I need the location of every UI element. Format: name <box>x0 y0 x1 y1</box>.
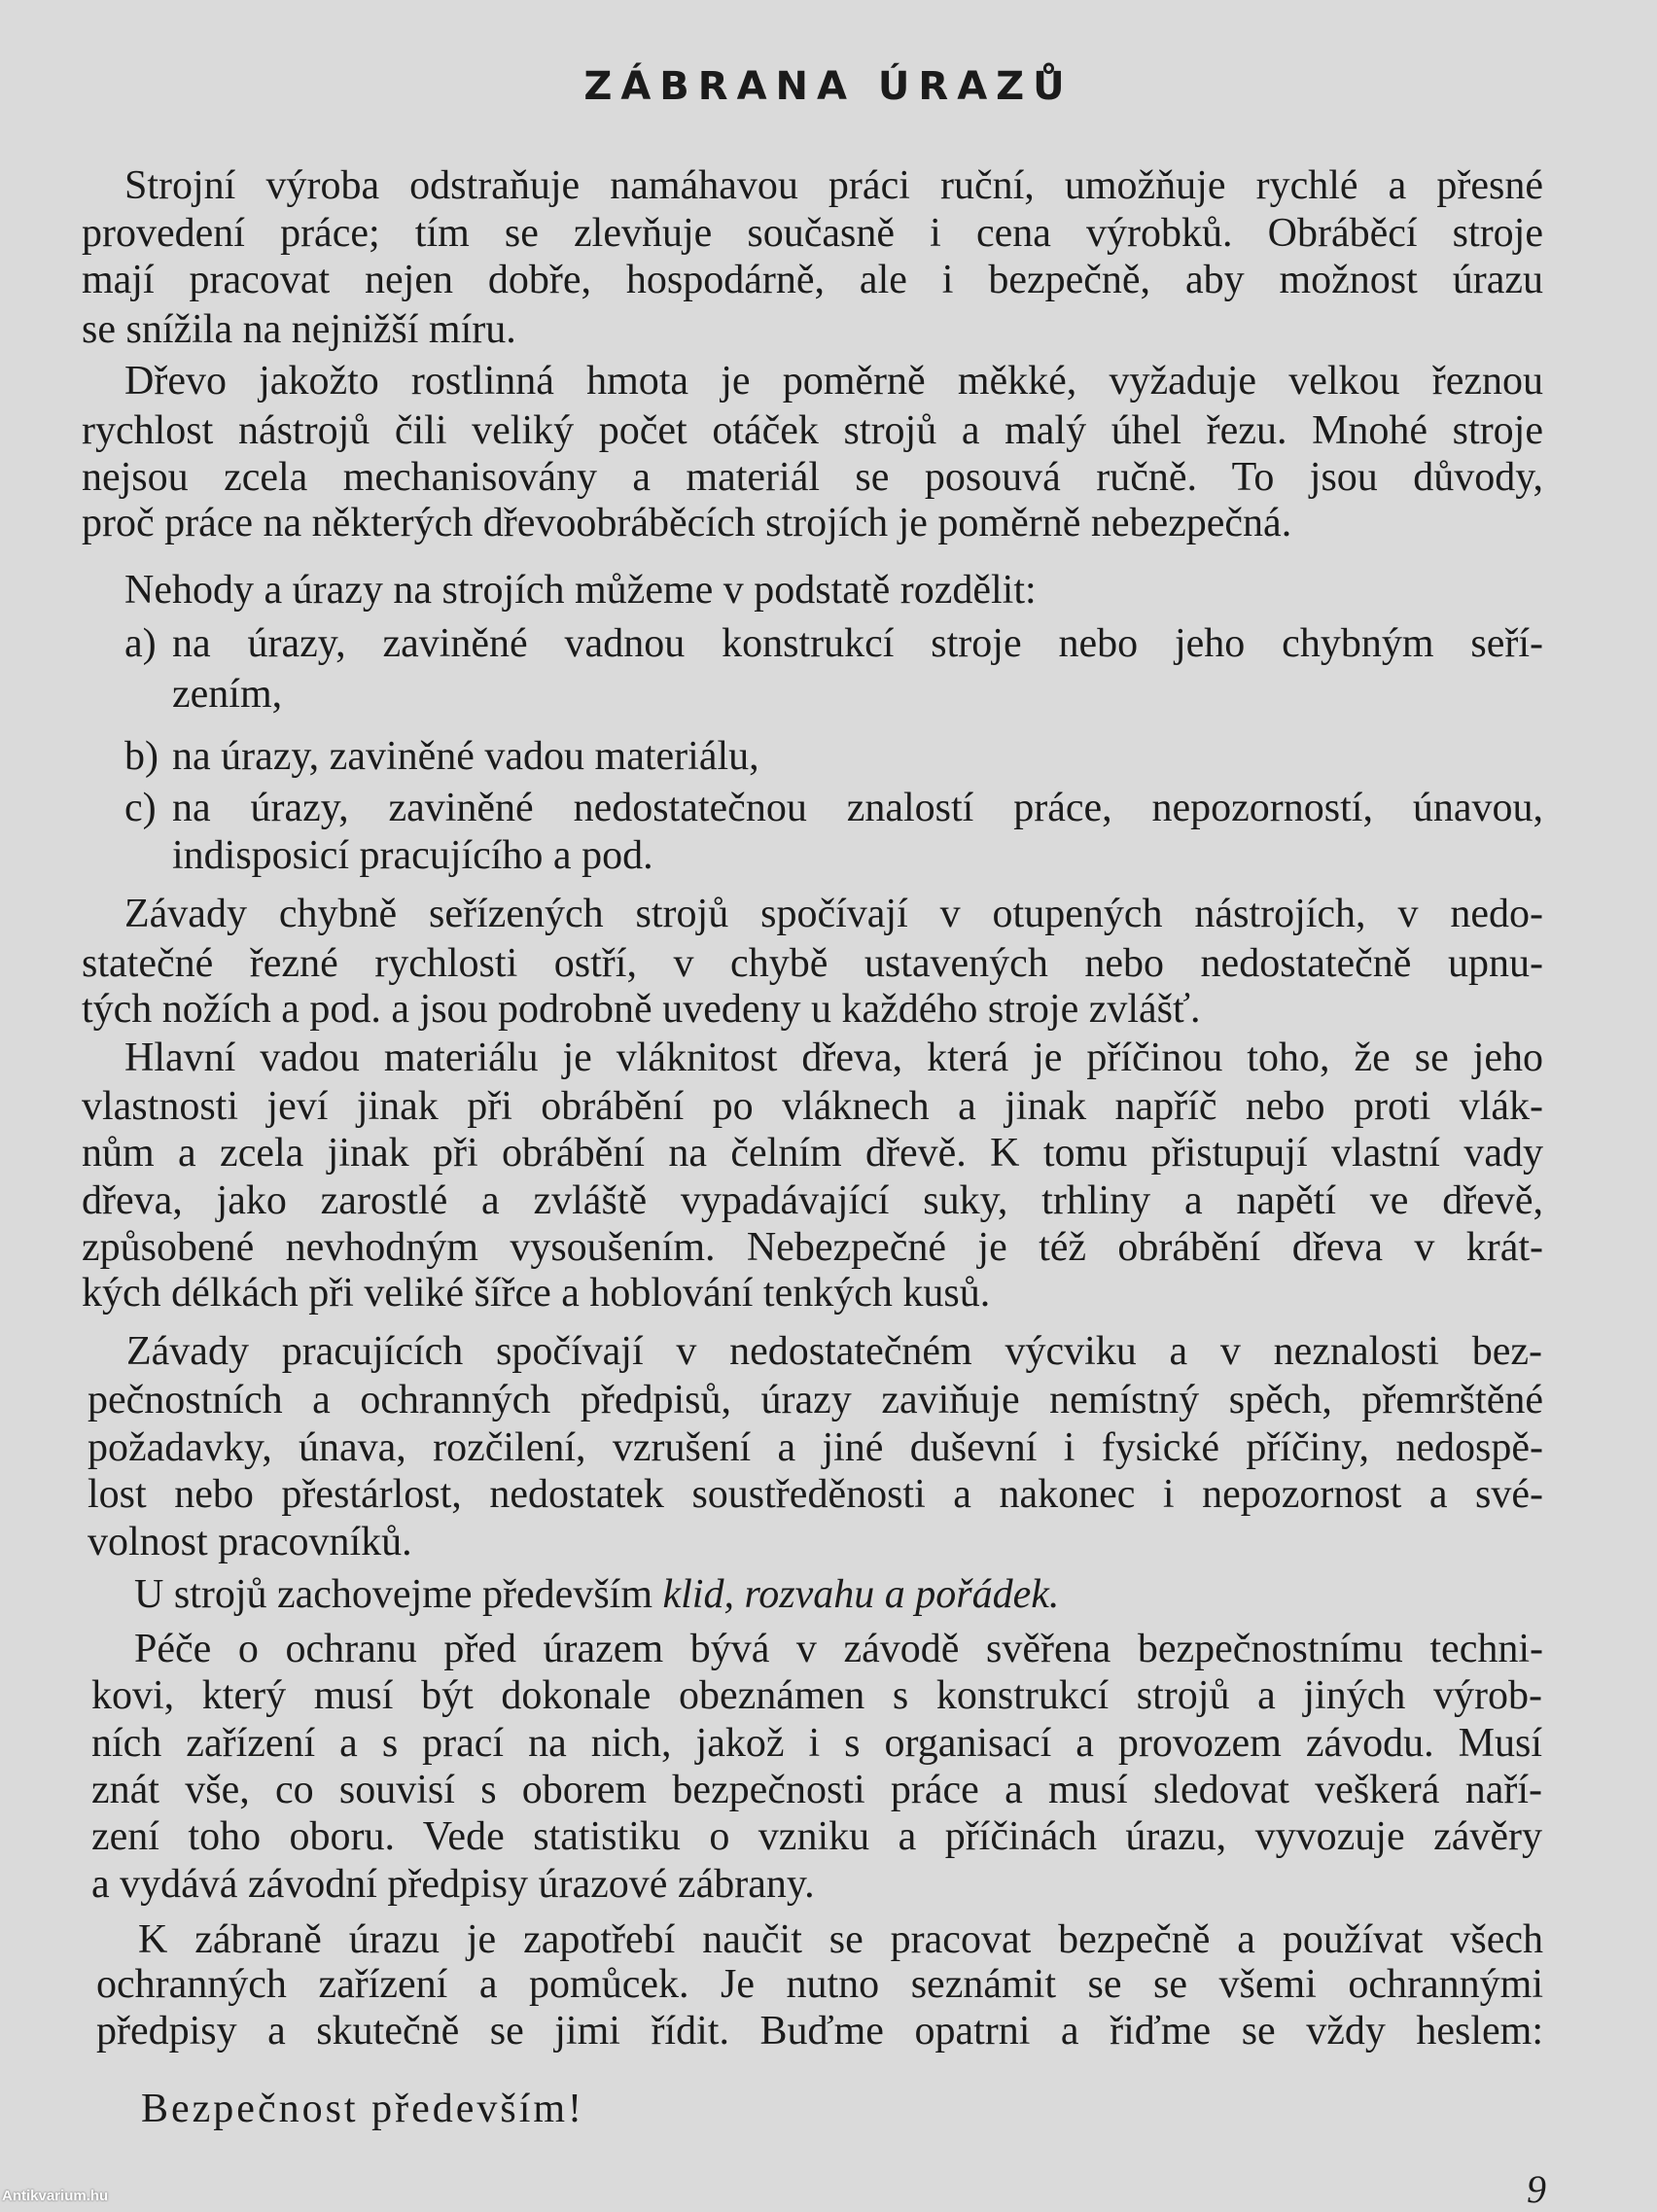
text-line <box>138 1915 1543 1964</box>
line-text: nům a zcela jinak při obrábění na čelním dřevě. K tomu přistupují vlastní vady <box>82 1131 1543 1176</box>
text-line <box>82 1269 990 1317</box>
list-label: b) <box>124 734 159 779</box>
text-line <box>91 1860 815 1909</box>
page-number: 9 <box>1527 2167 1546 2211</box>
text-line <box>172 784 1543 832</box>
line-text: Bezpečnost především! <box>141 2087 585 2131</box>
line-text: ochranných zařízení a pomůcek. Je nutno seznámit se se všemi ochrannými <box>96 1962 1543 2007</box>
line-text: proč práce na některých dřevoobráběcích strojích je poměrně nebezpečná. <box>82 501 1292 545</box>
line-text: Nehody a úrazy na strojích můžeme v podstatě rozdělit: <box>124 568 1037 613</box>
text-line <box>96 2007 1543 2055</box>
line-text: U strojů zachovejme především <box>134 1572 663 1617</box>
line-text: Závady chybně seřízených strojů spočívají v otupených nástrojích, v nedo- <box>124 892 1543 936</box>
line-text: a vydává závodní předpisy úrazové zábrany. <box>91 1862 815 1907</box>
line-text: předpisy a skutečně se jimi řídit. Buďme opatrni a řiďme se vždy heslem: <box>96 2009 1543 2054</box>
line-text: mají pracovat nejen dobře, hospodárně, ale i bezpečně, aby možnost úrazu <box>82 258 1543 302</box>
text-line <box>88 1470 1543 1519</box>
text-line <box>82 256 1543 304</box>
line-text: pečnostních a ochranných předpisů, úrazy zaviňuje nemístný spěch, přemrštěné <box>88 1378 1543 1422</box>
text-line <box>134 1570 1059 1619</box>
text-line <box>172 670 282 719</box>
text-line <box>82 939 1543 988</box>
line-text: znát vše, co souvisí s oborem bezpečnosti práce a musí sledovat veškerá naří- <box>91 1768 1542 1812</box>
line-text: K zábraně úrazu je zapotřebí naučit se pracovat bezpečně a používat všech <box>138 1917 1543 1962</box>
line-text: rychlost nástrojů čili veliký počet otáček strojů a malý úhel řezu. Mnohé stroje <box>82 408 1543 453</box>
list-label: c) <box>124 786 157 830</box>
text-line <box>172 732 759 781</box>
text-line <box>82 453 1543 502</box>
line-text: se snížila na nejnižší míru. <box>82 307 516 352</box>
text-line <box>91 1766 1542 1814</box>
text-line <box>82 1082 1543 1131</box>
line-text: nejsou zcela mechanisovány a materiál se posouvá ručně. To jsou důvody, <box>82 455 1543 500</box>
text-line <box>124 1034 1543 1082</box>
text-line <box>126 1327 1542 1376</box>
line-text: na úrazy, zaviněné nedostatečnou znalostí práce, nepozorností, únavou, <box>172 786 1543 830</box>
line-text: Strojní výroba odstraňuje namáhavou práci ruční, umožňuje rychlé a přesné <box>124 163 1543 208</box>
text-line <box>82 1223 1543 1272</box>
text-line <box>124 890 1543 938</box>
line-text: Dřevo jakožto rostlinná hmota je poměrně měkké, vyžaduje velkou řeznou <box>124 359 1543 404</box>
line-text: na úrazy, zaviněné vadnou konstrukcí stroje nebo jeho chybným seří- <box>172 621 1543 666</box>
text-line <box>91 1812 1542 1861</box>
line-text: na úrazy, zaviněné vadou materiálu, <box>172 734 759 779</box>
text-line <box>91 1719 1542 1768</box>
line-text: Péče o ochranu před úrazem bývá v závodě svěřena bezpečnostnímu techni- <box>134 1627 1543 1671</box>
text-line <box>88 1376 1543 1424</box>
line-text: provedení práce; tím se zlevňuje současně i cena výrobků. Obráběcí stroje <box>82 211 1543 256</box>
line-text: kých délkách při veliké šířce a hoblování tenkých kusů. <box>82 1271 991 1316</box>
text-line <box>172 619 1543 668</box>
list-label: a) <box>124 621 157 666</box>
line-text: zením, <box>172 672 283 717</box>
line-text: kovi, který musí být dokonale obeznámen s konstrukcí strojů a jiných výrob- <box>91 1673 1542 1718</box>
text-line <box>172 831 653 880</box>
text-line <box>82 209 1543 258</box>
line-text: volnost pracovníků. <box>88 1520 412 1564</box>
line-text: indisposicí pracujícího a pod. <box>172 833 653 878</box>
text-line <box>91 1671 1542 1720</box>
text-line <box>96 1960 1543 2009</box>
text-line <box>124 357 1543 405</box>
line-text: statečné řezné rychlosti ostří, v chybě ustavených nebo nedostatečně upnu- <box>82 941 1543 986</box>
text-line <box>82 406 1543 455</box>
text-line <box>124 161 1543 210</box>
line-text: zení toho oboru. Vede statistiku o vzniku a příčinách úrazu, vyvozuje závěry <box>91 1814 1542 1859</box>
motto-line <box>141 2085 584 2133</box>
line-text: požadavky, únava, rozčilení, vzrušení a jiné duševní i fysické příčiny, nedospě- <box>88 1425 1543 1470</box>
text-line <box>82 499 1291 547</box>
text-line <box>82 1176 1543 1225</box>
line-text: lost nebo přestárlost, nedostatek soustředěnosti a nakonec i nepozornost a své- <box>88 1472 1543 1517</box>
page-title: ZÁBRANA ÚRAZŮ <box>583 64 1074 109</box>
text-line <box>134 1625 1543 1673</box>
text-line <box>82 305 516 354</box>
text-line <box>88 1518 412 1566</box>
line-text: dřeva, jako zarostlé a zvláště vypadávající suky, trhliny a napětí ve dřevě, <box>82 1178 1543 1223</box>
line-text: tých nožích a pod. a jsou podrobně uvedeny u každého stroje zvlášť. <box>82 987 1201 1032</box>
text-line <box>82 985 1200 1034</box>
watermark: Antikvarium.hu <box>2 2188 109 2204</box>
text-line <box>88 1423 1543 1472</box>
line-text: Závady pracujících spočívají v nedostatečném výcviku a v neznalosti bez- <box>126 1329 1542 1374</box>
line-text: způsobené nevhodným vysoušením. Nebezpečné je též obrábění dřeva v krát- <box>82 1225 1543 1270</box>
text-line <box>124 566 1037 614</box>
line-text: vlastnosti jeví jinak při obrábění po vláknech a jinak napříč nebo proti vlák- <box>82 1084 1543 1129</box>
line-text: ních zařízení a s prací na nich, jakož i s organisací a provozem závodu. Musí <box>91 1721 1542 1766</box>
line-text: Hlavní vadou materiálu je vláknitost dřeva, která je příčinou toho, že se jeho <box>124 1036 1543 1080</box>
text-line <box>82 1129 1543 1177</box>
emphasized-phrase: klid, rozvahu a pořádek. <box>662 1572 1060 1617</box>
